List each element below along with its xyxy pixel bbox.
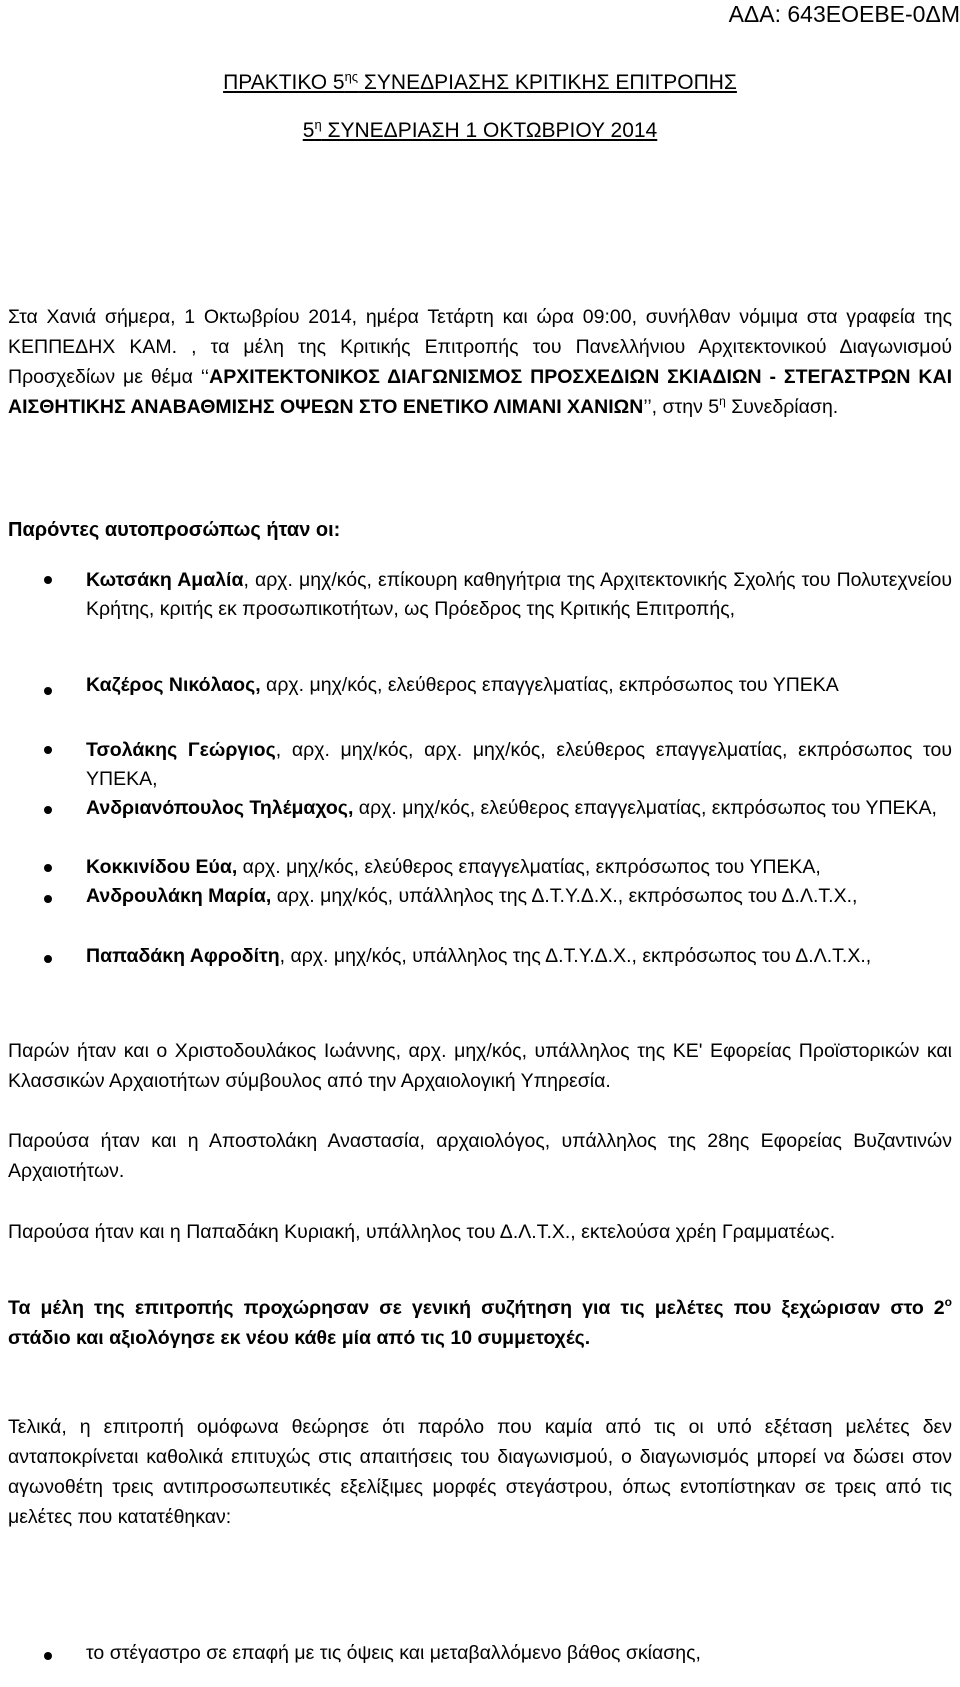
document-subtitle: $5^\eta$ ΣΥΝΕΔΡΙΑΣΗ 1 ΟΚΤΩΒΡΙΟΥ 2014 <box>302 117 658 142</box>
bullet-dot <box>44 687 52 695</box>
bullet-dot <box>44 746 52 754</box>
paragraph-advisor: Παρών ήταν και ο Χριστοδουλάκος Ιωάννης, αρχ. μηχ/κός, υπάλληλος της ΚΕ' Εφορείας Προϊστορικών και Κλασσικών Αρχαιοτήτων σύμβουλος από την Αρχαιολογική Υπηρεσία. <box>8 1040 952 1092</box>
intro-paragraph: Στα Χανιά σήμερα, 1 Οκτωβρίου 2014, ημέρα Τετάρτη και ώρα 09:00, συνήλθαν νόμιμα στα γραφεία της ΚΕΠΠΕΔΗΧ ΚΑΜ. , τα μέλη της Κριτικής Επιτροπής του Πανελλήνιου Αρχιτεκτονικού Διαγωνισμού Προσχεδίων με θέμα ‘‘ΑΡΧΙΤΕΚΤΟΝΙΚΟΣ ΔΙΑΓΩΝΙΣΜΟΣ ΠΡΟΣΧΕΔΙΩΝ ΣΚΙΑΔΙΩΝ - ΣΤΕΓΑΣΤΡΩΝ ΚΑΙ ΑΙΣΘΗΤΙΚΗΣ ΑΝΑΒΑΘΜΙΣΗΣ ΟΨΕΩΝ ΣΤΟ ΕΝΕΤΙΚΟ ΛΙΜΑΝΙ ΧΑΝΙΩΝ’’, στην $5^\eta$ Συνεδρίαση. <box>8 306 952 418</box>
bullet-dot <box>44 955 52 963</box>
attendee-item: Καζέρος Νικόλαος, αρχ. μηχ/κός, ελεύθερος επαγγελματίας, εκπρόσωπος του ΥΠΕΚΑ <box>86 674 839 696</box>
paragraph-secretary: Παρούσα ήταν και η Παπαδάκη Κυριακή, υπάλληλος του Δ.Λ.Τ.Χ., εκτελούσα χρέη Γραμματέως. <box>8 1221 836 1243</box>
attendee-item: Κωτσάκη Αμαλία, αρχ. μηχ/κός, επίκουρη καθηγήτρια της Αρχιτεκτονικής Σχολής του Πολυτεχνείου Κρήτης, κριτής εκ προσωπικοτήτων, ως Πρόεδρος της Κριτικής Επιτροπής, <box>86 569 953 620</box>
paragraph-discussion: Τα μέλη της επιτροπής προχώρησαν σε γενική συζήτηση για τις μελέτες που ξεχώρισαν στο $2^o$ στάδιο και αξιολόγησε εκ νέου κάθε μία από τις 10 συμμετοχές. <box>8 1295 952 1349</box>
attendees-heading: Παρόντες αυτοπροσώπως ήταν οι: <box>8 519 341 541</box>
attendee-item: Ανδρουλάκη Μαρία, αρχ. μηχ/κός, υπάλληλος της Δ.Τ.Υ.Δ.Χ., εκπρόσωπος του Δ.Λ.Τ.Χ., <box>86 885 858 907</box>
attendee-item: Παπαδάκη Αφροδίτη, αρχ. μηχ/κός, υπάλληλος της Δ.Τ.Υ.Δ.Χ., εκπρόσωπος του Δ.Λ.Τ.Χ., <box>86 945 872 967</box>
bullet-dot <box>44 864 52 872</box>
final-bullet-item: το στέγαστρο σε επαφή με τις όψεις και μεταβαλλόμενο βάθος σκίασης, <box>86 1642 701 1664</box>
attendee-item: Ανδριανόπουλος Τηλέμαχος, αρχ. μηχ/κός, ελεύθερος επαγγελματίας, εκπρόσωπος του ΥΠΕΚΑ, <box>86 797 937 819</box>
attendee-item: Τσολάκης Γεώργιος, αρχ. μηχ/κός, αρχ. μηχ/κός, ελεύθερος επαγγελματίας, εκπρόσωπος του ΥΠΕΚΑ, <box>86 739 952 790</box>
document-id: ΑΔΑ: 643ΕΟΕΒΕ-0ΔΜ <box>728 1 960 27</box>
paragraph-archaeologist: Παρούσα ήταν και η Αποστολάκη Αναστασία, αρχαιολόγος, υπάλληλος της 28ης Εφορείας Βυζαντινών Αρχαιοτήτων. <box>8 1130 952 1182</box>
bullet-dot <box>44 576 52 584</box>
bullet-dot <box>44 806 52 814</box>
document-title: ΠΡΑΚΤΙΚΟ $5^{\eta\varsigma}$ ΣΥΝΕΔΡΙΑΣΗΣ ΚΡΙΤΙΚΗΣ ΕΠΙΤΡΟΠΗΣ <box>223 69 737 94</box>
bullet-dot <box>44 895 52 903</box>
paragraph-conclusion: Τελικά, η επιτροπή ομόφωνα θεώρησε ότι παρόλο που καμία από τις οι υπό εξέταση μελέτες δεν ανταποκρίνεται καθολικά επιτυχώς στις απαιτήσεις του διαγωνισμού, ο διαγωνισμός μπορεί να δώσει στον αγωνοθέτη τρεις αντιπροσωπευτικές εξελίξιμες μορφές στεγάστρου, όπως εντοπίστηκαν σε τρεις από τις μελέτες που κατατέθηκαν: <box>8 1416 952 1528</box>
attendee-item: Κοκκινίδου Εύα, αρχ. μηχ/κός, ελεύθερος επαγγελματίας, εκπρόσωπος του ΥΠΕΚΑ, <box>86 856 821 878</box>
bullet-dot <box>44 1652 52 1660</box>
